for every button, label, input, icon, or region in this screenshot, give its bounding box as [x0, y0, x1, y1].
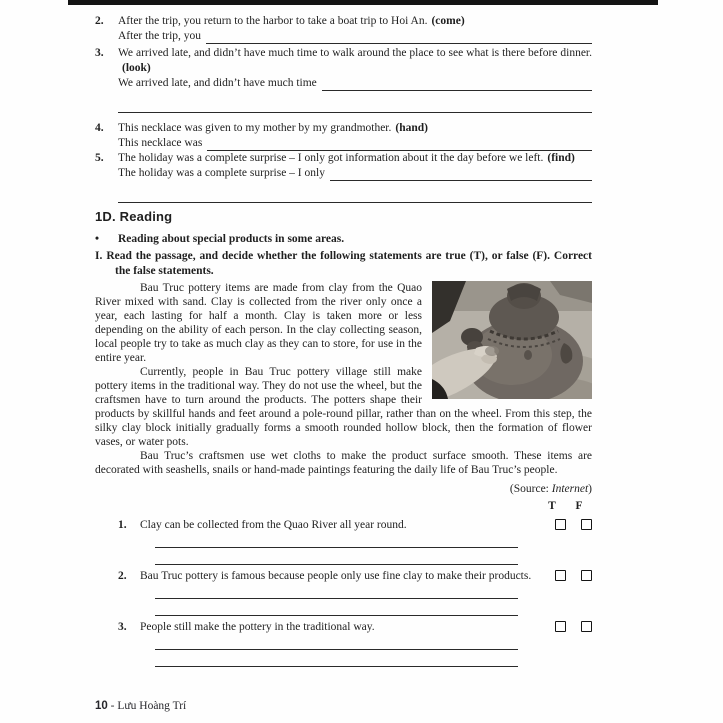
prompt-text: This necklace was given to my mother by my grandmother.	[118, 122, 392, 134]
statement-number: 2.	[118, 570, 127, 582]
correction-line[interactable]	[155, 533, 518, 548]
rewrite-row	[118, 166, 592, 181]
task-instruction	[77, 249, 592, 279]
exercise-prompt	[118, 121, 592, 136]
correction-line[interactable]	[155, 650, 518, 667]
false-column-label: F	[575, 500, 583, 512]
tf-checkbox-group	[555, 518, 592, 530]
source-name: Internet	[551, 483, 589, 495]
rewrite-stem: This necklace was	[118, 137, 203, 149]
exercise-item-2	[95, 14, 592, 44]
answer-blank-line[interactable]	[322, 78, 592, 91]
answer-blank-line[interactable]	[330, 168, 592, 181]
source-prefix: (Source:	[509, 483, 552, 495]
pottery-photo-illustration	[432, 281, 592, 399]
statements-list	[118, 518, 592, 667]
tf-checkbox-group	[555, 620, 592, 632]
bullet-icon: •	[95, 233, 100, 245]
prompt-text: The holiday was a complete surprise – I only got information about it the day before we left.	[118, 152, 544, 164]
section-heading: 1D. Reading	[95, 209, 173, 224]
exercise-prompt	[118, 14, 592, 29]
exercise-number: 4.	[95, 122, 104, 134]
correction-line[interactable]	[155, 548, 518, 565]
instruction-text: Read the passage, and decide whether the following statements are true (T), or false (F). Correct the false statements.	[106, 250, 592, 277]
rewrite-row	[118, 29, 592, 44]
prompt-text: After the trip, you return to the harbor to take a boat trip to Hoi An.	[118, 15, 428, 27]
exercise-item-5	[95, 151, 592, 203]
passage-paragraph-3: Bau Truc’s craftsmen use wet cloths to make the product surface smooth. These items are decorated with seashells, snails or hand-made paintings featuring the daily life of Bau Truc’s people.	[95, 450, 592, 476]
statement-number: 1.	[118, 519, 127, 531]
exercise-number: 2.	[95, 15, 104, 27]
statement-row-2	[118, 569, 592, 584]
keyword-hint: (find)	[547, 152, 575, 164]
correction-line[interactable]	[155, 635, 518, 650]
author-name: - Lưu Hoàng Trí	[107, 700, 187, 712]
statement-row-3	[118, 620, 592, 635]
false-checkbox[interactable]	[581, 621, 592, 632]
answer-blank-line[interactable]	[118, 97, 592, 113]
objective-text: Reading about special products in some areas.	[118, 233, 345, 245]
correction-line[interactable]	[155, 584, 518, 599]
keyword-hint: (come)	[431, 15, 465, 27]
exercise-item-3	[95, 46, 592, 113]
statement-number: 3.	[118, 621, 127, 633]
answer-blank-line[interactable]	[206, 31, 592, 44]
source-suffix: )	[588, 483, 592, 495]
answer-blank-line[interactable]	[118, 187, 592, 203]
statement-text: People still make the pottery in the traditional way.	[140, 621, 375, 633]
task-number: I.	[95, 250, 103, 262]
prompt-text: We arrived late, and didn’t have much time to walk around the place to see what is there before dinner.	[118, 47, 592, 59]
source-credit	[95, 482, 592, 497]
exercise-item-4	[95, 121, 592, 151]
true-false-column-header	[95, 499, 585, 514]
true-checkbox[interactable]	[555, 570, 566, 581]
passage-paragraph-2: Currently, people in Bau Truc pottery village still make pottery items in the traditional way. They do not use the wheel, but the craftsmen have to turn around the products. The potters shape their products by skillful hands and feet around a pole-round pillar, rather than on the wheel. From this step, the silky clay block initially gradually forms a smooth rounded hollow block, then the formation of flower vases, or water pots.	[95, 366, 592, 448]
exercise-prompt	[118, 151, 592, 166]
rewrite-row	[118, 136, 592, 151]
rewrite-stem: After the trip, you	[118, 30, 202, 42]
statement-text: Clay can be collected from the Quao River all year round.	[140, 519, 407, 531]
page-content	[95, 14, 592, 667]
false-checkbox[interactable]	[581, 519, 592, 530]
tf-checkbox-group	[555, 569, 592, 581]
exercise-prompt	[118, 46, 592, 76]
true-column-label: T	[548, 500, 556, 512]
answer-blank-line[interactable]	[207, 138, 592, 151]
passage-paragraph-1: Bau Truc pottery items are made from clay from the Quao River mixed with sand. Clay is collected from the river only once a year, each lasting for half a month. Clay is taken more or less depending on the ability of each person. In the clay collecting season, local people try to take as much clay as they can to store, for use in the entire year.	[95, 282, 422, 364]
section-objective	[95, 232, 592, 247]
true-checkbox[interactable]	[555, 519, 566, 530]
statement-text: Bau Truc pottery is famous because people only use fine clay to make their products.	[140, 570, 532, 582]
keyword-hint: (hand)	[395, 122, 428, 134]
page-top-rule	[68, 0, 658, 5]
pottery-photo	[432, 281, 592, 399]
exercise-number: 5.	[95, 152, 104, 164]
rewrite-stem: The holiday was a complete surprise – I only	[118, 167, 325, 179]
page-number: 10	[95, 700, 108, 712]
exercise-number: 3.	[95, 47, 104, 59]
correction-line[interactable]	[155, 599, 518, 616]
page-footer	[95, 700, 186, 712]
true-checkbox[interactable]	[555, 621, 566, 632]
false-checkbox[interactable]	[581, 570, 592, 581]
statement-row-1	[118, 518, 592, 533]
rewrite-stem: We arrived late, and didn’t have much time	[118, 77, 317, 89]
keyword-hint: (look)	[122, 62, 151, 74]
rewrite-row	[118, 76, 592, 91]
reading-passage	[95, 281, 592, 477]
